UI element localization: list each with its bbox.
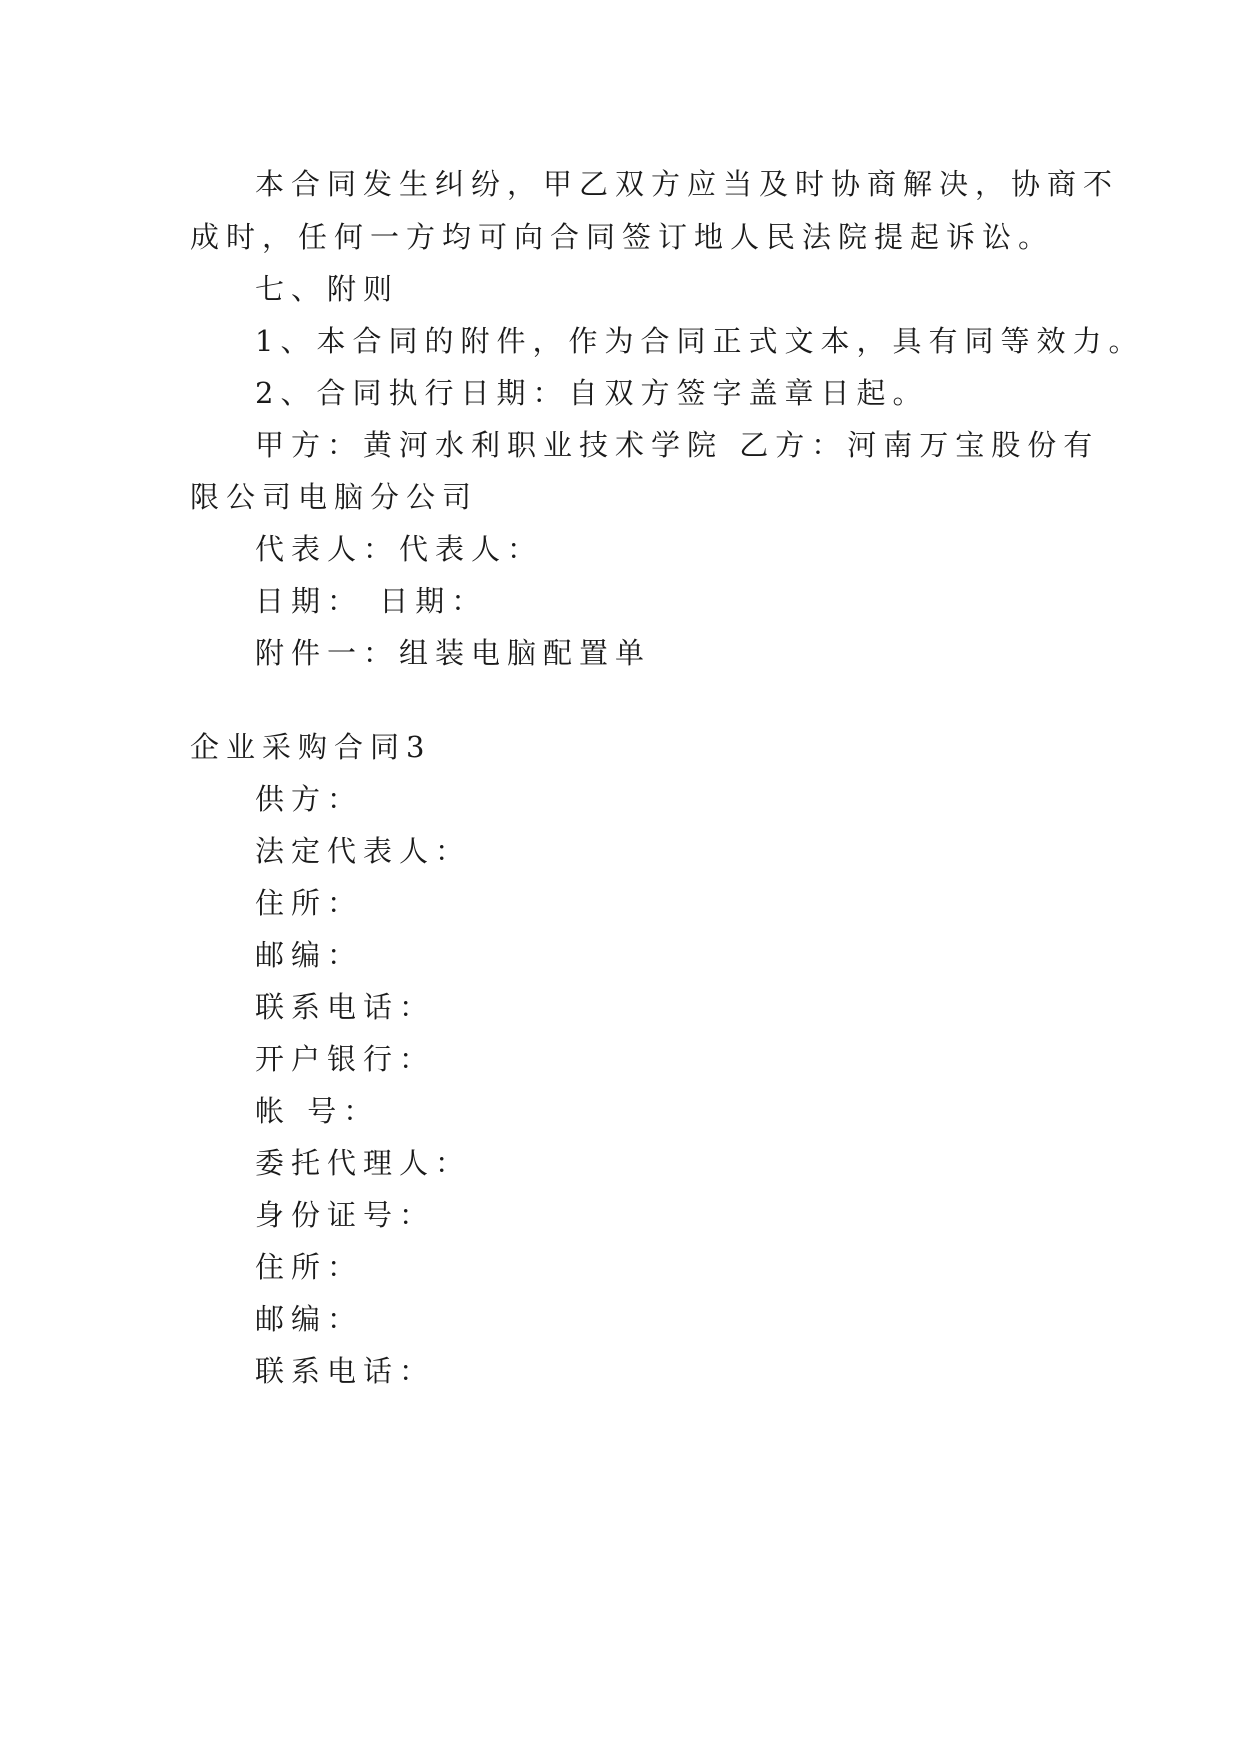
representative-line: 代表人：代表人： bbox=[255, 532, 544, 566]
field-bank: 开户银行： bbox=[255, 1042, 436, 1076]
field-phone: 联系电话： bbox=[255, 990, 436, 1024]
appendix-item-2: 2、合同执行日期：自双方签字盖章日起。 bbox=[255, 376, 929, 410]
dispute-paragraph-line-1: 本合同发生纠纷，甲乙双方应当及时协商解决，协商不 bbox=[255, 167, 1120, 201]
field-phone-2: 联系电话： bbox=[255, 1354, 436, 1388]
section-7-heading: 七、附则 bbox=[255, 272, 400, 306]
field-account-number: 帐 号： bbox=[255, 1094, 380, 1128]
contract-title: 企业采购合同3 bbox=[190, 730, 432, 764]
dispute-paragraph-line-2: 成时，任何一方均可向合同签订地人民法院提起诉讼。 bbox=[190, 220, 1055, 254]
field-address: 住所： bbox=[255, 886, 364, 920]
field-postcode-2: 邮编： bbox=[255, 1302, 364, 1336]
parties-line-1: 甲方：黄河水利职业技术学院 乙方：河南万宝股份有 bbox=[255, 428, 1100, 462]
field-supplier: 供方： bbox=[255, 782, 364, 816]
date-line: 日期： 日期： bbox=[255, 584, 488, 618]
field-id-number: 身份证号： bbox=[255, 1198, 436, 1232]
field-postcode: 邮编： bbox=[255, 938, 364, 972]
appendix-item-1: 1、本合同的附件，作为合同正式文本，具有同等效力。 bbox=[255, 324, 1145, 358]
parties-line-2: 限公司电脑分公司 bbox=[190, 480, 479, 514]
field-legal-representative: 法定代表人： bbox=[255, 834, 472, 868]
field-authorized-agent: 委托代理人： bbox=[255, 1146, 472, 1180]
attachment-line: 附件一：组装电脑配置单 bbox=[255, 636, 652, 670]
field-address-2: 住所： bbox=[255, 1250, 364, 1284]
